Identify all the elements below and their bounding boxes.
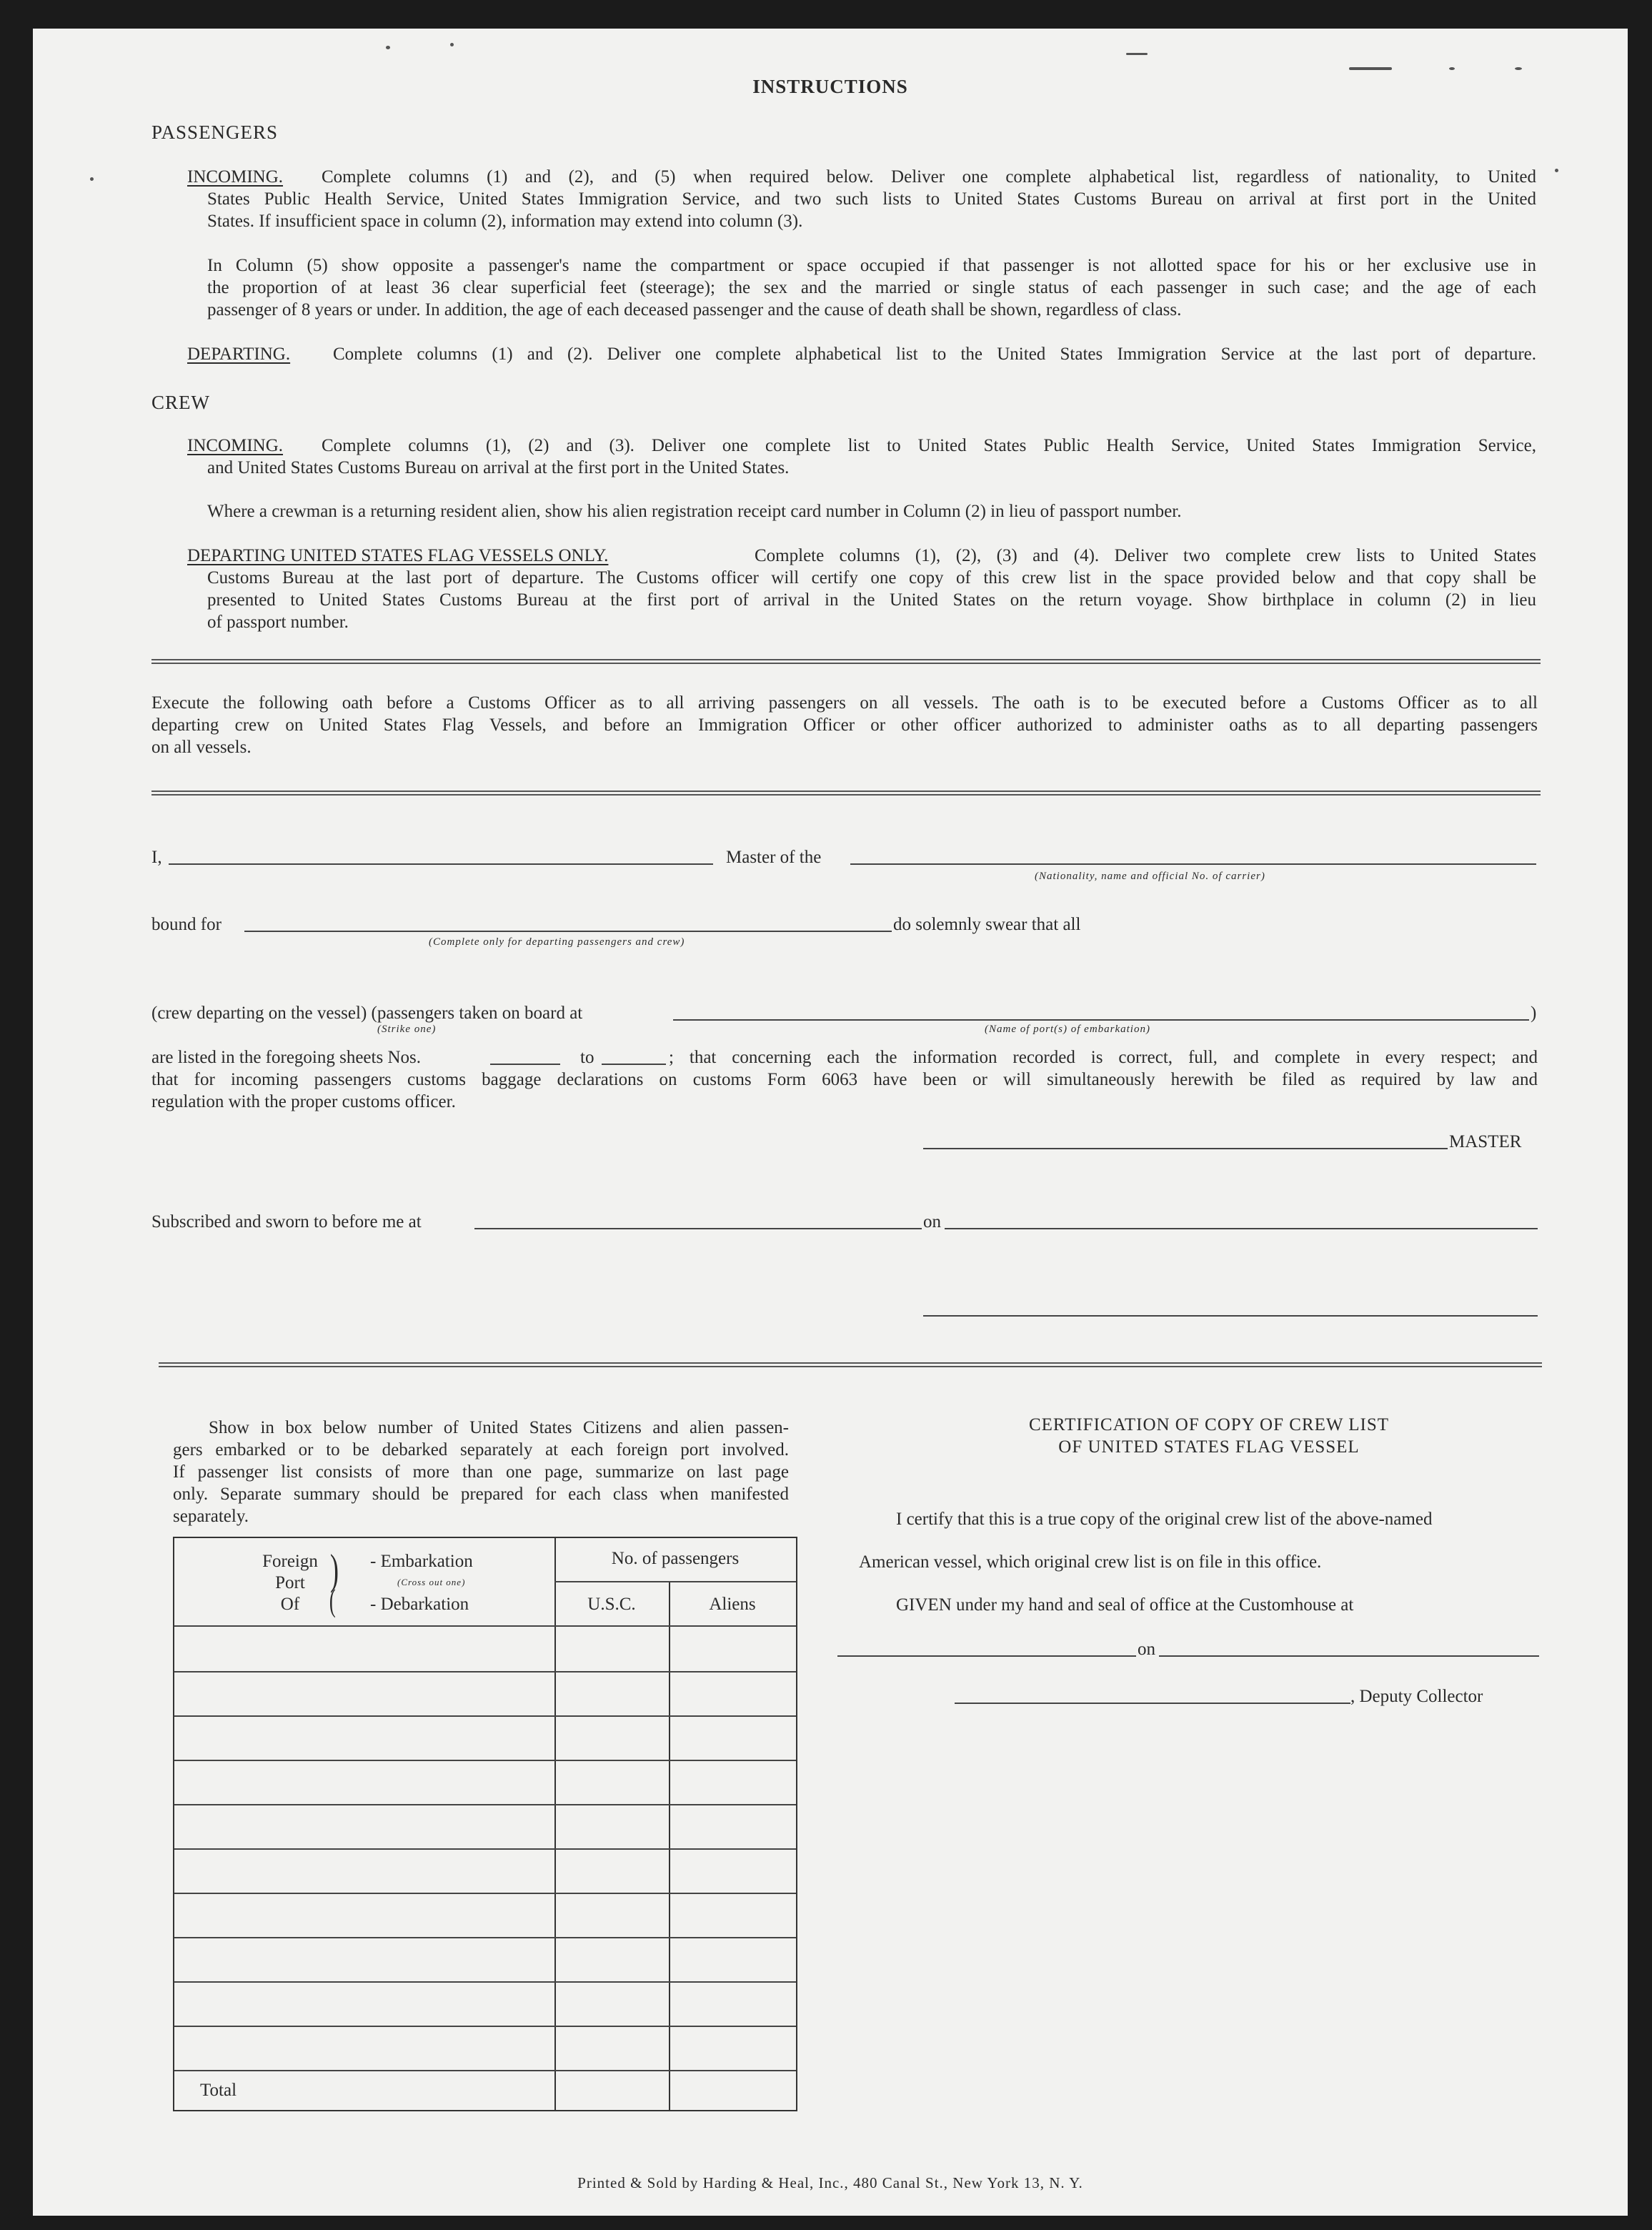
passengers-departing-text: Complete columns (1) and (2). Deliver one complete alphabetical list to the United States Immigration Service at the last port of departure.: [333, 345, 1536, 364]
master-label: MASTER: [1449, 1132, 1522, 1151]
aliens-header: Aliens: [709, 1595, 756, 1614]
scan-speck: [386, 46, 390, 49]
scan-speck: [90, 177, 94, 181]
crew-departing-text1: Complete columns (1), (2), (3) and (4). Deliver two complete crew lists to United States: [755, 546, 1536, 565]
summary-line1: Show in box below number of United States Citizens and alien passen-: [209, 1418, 789, 1437]
oath-intro-line1: Execute the following oath before a Customs Officer as to all arriving passengers on all vessels. The oath is to be executed before a Customs Officer as to all: [151, 693, 1538, 713]
debarkation-label: - Debarkation: [370, 1595, 469, 1614]
master-of-the-label: Master of the: [726, 848, 822, 867]
listed-prefix: are listed in the foregoing sheets Nos.: [151, 1048, 421, 1067]
certification-title-line2: OF UNITED STATES FLAG VESSEL: [1058, 1437, 1360, 1457]
embarkation-label: - Embarkation: [370, 1552, 473, 1571]
passengers-col5-line1: In Column (5) show opposite a passenger's name the compartment or space occupied if that passenger is not allotted space for his or her exclusive use in: [207, 256, 1536, 275]
officer-signature-field[interactable]: [923, 1315, 1538, 1317]
passengers-col5-line3: passenger of 8 years or under. In addition, the age of each deceased passenger and the cause of death shall be shown, regardless of class.: [207, 300, 1182, 319]
scan-speck: [1515, 67, 1522, 70]
close-paren: ): [1531, 1004, 1537, 1023]
nationality-caption: (Nationality, name and official No. of carrier): [1035, 871, 1265, 882]
sworn-on-field[interactable]: [945, 1228, 1538, 1229]
section-divider: [151, 659, 1541, 664]
crew-departing-text3: presented to United States Customs Bureau at the first port of arrival in the United States on the return voyage. Show birthplace in column (2) in lieu: [207, 590, 1536, 610]
oath-i-label: I,: [151, 848, 162, 867]
sworn-at-field[interactable]: [474, 1228, 922, 1229]
bound-for-label: bound for: [151, 915, 222, 934]
oath-intro-line2: departing crew on United States Flag Vessels, and before an Immigration Officer or other officer authorized to administer oaths as to all departing passengers: [151, 715, 1538, 735]
master-signature-field[interactable]: [923, 1148, 1448, 1149]
summary-line2: gers embarked or to be debarked separately at each foreign port involved.: [173, 1440, 789, 1460]
port-of-embarkation-field[interactable]: [673, 1019, 1529, 1021]
crew-resident-alien: Where a crewman is a returning resident alien, show his alien registration receipt card number in Column (2) in lieu of passport number.: [207, 502, 1182, 521]
port-caption: (Name of port(s) of embarkation): [985, 1024, 1150, 1035]
deputy-collector-signature-field[interactable]: [955, 1703, 1350, 1704]
total-label: Total: [200, 2081, 237, 2100]
passenger-summary-table: [173, 1537, 797, 2111]
oath-intro-line3: on all vessels.: [151, 738, 252, 757]
bound-caption: (Complete only for departing passengers and crew): [429, 936, 685, 948]
certification-date-field[interactable]: [1159, 1655, 1539, 1657]
bound-for-field[interactable]: [244, 931, 892, 932]
carrier-field[interactable]: [850, 863, 1536, 865]
usc-header: U.S.C.: [587, 1595, 636, 1614]
foreign-label: Foreign: [262, 1552, 318, 1571]
scan-speck: [1555, 169, 1558, 172]
page-title: INSTRUCTIONS: [752, 76, 908, 97]
brace-bottom: (: [329, 1583, 336, 1618]
certification-line3: GIVEN under my hand and seal of office at the Customhouse at: [896, 1595, 1354, 1615]
subscribed-label: Subscribed and sworn to before me at: [151, 1212, 422, 1232]
form-page: [33, 29, 1628, 2216]
crew-incoming-label: INCOMING.: [187, 436, 284, 455]
oath-divider: [151, 791, 1541, 796]
listed-to: to: [580, 1048, 594, 1067]
scan-speck: [1349, 67, 1392, 70]
crew-departing-clause: (crew departing on the vessel) (passengers taken on board at: [151, 1004, 583, 1023]
listed-suffix: ; that concerning each the information recorded is correct, full, and complete in every respect; and: [669, 1048, 1538, 1067]
passengers-heading: PASSENGERS: [151, 122, 279, 143]
scan-speck: [1126, 53, 1148, 55]
crew-incoming-text2: and United States Customs Bureau on arrival at the first port in the United States.: [207, 458, 790, 477]
crew-departing-text2: Customs Bureau at the last port of departure. The Customs officer will certify one copy of this crew list in the space provided below and that copy shall be: [207, 568, 1536, 588]
crew-departing-text4: of passport number.: [207, 613, 349, 632]
summary-line4: only. Separate summary should be prepared for each class when manifested: [173, 1485, 789, 1504]
sheet-to-field[interactable]: [602, 1064, 666, 1065]
port-label: Port: [275, 1573, 305, 1592]
sheet-from-field[interactable]: [490, 1064, 560, 1065]
passengers-incoming-text1: Complete columns (1) and (2), and (5) when required below. Deliver one complete alphabetical list, regardless of nationality, to United: [322, 167, 1536, 187]
passengers-incoming-text2: States Public Health Service, United States Immigration Service, and two such lists to United States Customs Bureau on arrival at first port in the United: [207, 189, 1536, 209]
listed-line2: that for incoming passengers customs baggage declarations on customs Form 6063 have been or will simultaneously herewith be filed as required by law and: [151, 1070, 1538, 1089]
listed-line3: regulation with the proper customs officer.: [151, 1092, 456, 1111]
summary-line5: separately.: [173, 1507, 249, 1526]
lower-divider: [159, 1362, 1542, 1367]
scan-speck: [450, 43, 454, 46]
passengers-incoming-label: INCOMING.: [187, 167, 284, 187]
sworn-on-label: on: [923, 1212, 941, 1232]
certification-on-label: on: [1138, 1640, 1155, 1659]
strike-one-caption: (Strike one): [377, 1024, 437, 1035]
no-of-passengers-header: No. of passengers: [611, 1549, 740, 1568]
brace-top: ): [329, 1546, 339, 1593]
cross-out-label: (Cross out one): [397, 1577, 466, 1587]
passengers-col5-line2: the proportion of at least 36 clear superficial feet (steerage); the sex and the married or single status of each passenger in such case; and the age of each: [207, 278, 1536, 297]
of-label: Of: [280, 1595, 300, 1614]
certification-line2: American vessel, which original crew list is on file in this office.: [859, 1552, 1322, 1572]
summary-line3: If passenger list consists of more than one page, summarize on last page: [173, 1462, 789, 1482]
printer-footer: Printed & Sold by Harding & Heal, Inc., 480 Canal St., New York 13, N. Y.: [577, 2174, 1083, 2191]
customhouse-field[interactable]: [837, 1655, 1136, 1657]
scan-speck: [1449, 67, 1455, 70]
crew-heading: CREW: [151, 392, 210, 413]
crew-departing-label: DEPARTING UNITED STATES FLAG VESSELS ONLY.: [187, 546, 609, 565]
swear-label: do solemnly swear that all: [893, 915, 1081, 934]
deputy-collector-label: , Deputy Collector: [1350, 1687, 1483, 1706]
master-name-field[interactable]: [169, 863, 713, 865]
passengers-incoming-text3: States. If insufficient space in column (2), information may extend into column (3).: [207, 212, 803, 231]
certification-line1: I certify that this is a true copy of the original crew list of the above-named: [896, 1510, 1433, 1529]
passengers-departing-label: DEPARTING.: [187, 345, 291, 364]
crew-incoming-text1: Complete columns (1), (2) and (3). Deliver one complete list to United States Public Health Service, United States Immigration Service,: [322, 436, 1536, 455]
certification-title-line1: CERTIFICATION OF COPY OF CREW LIST: [1028, 1415, 1390, 1434]
